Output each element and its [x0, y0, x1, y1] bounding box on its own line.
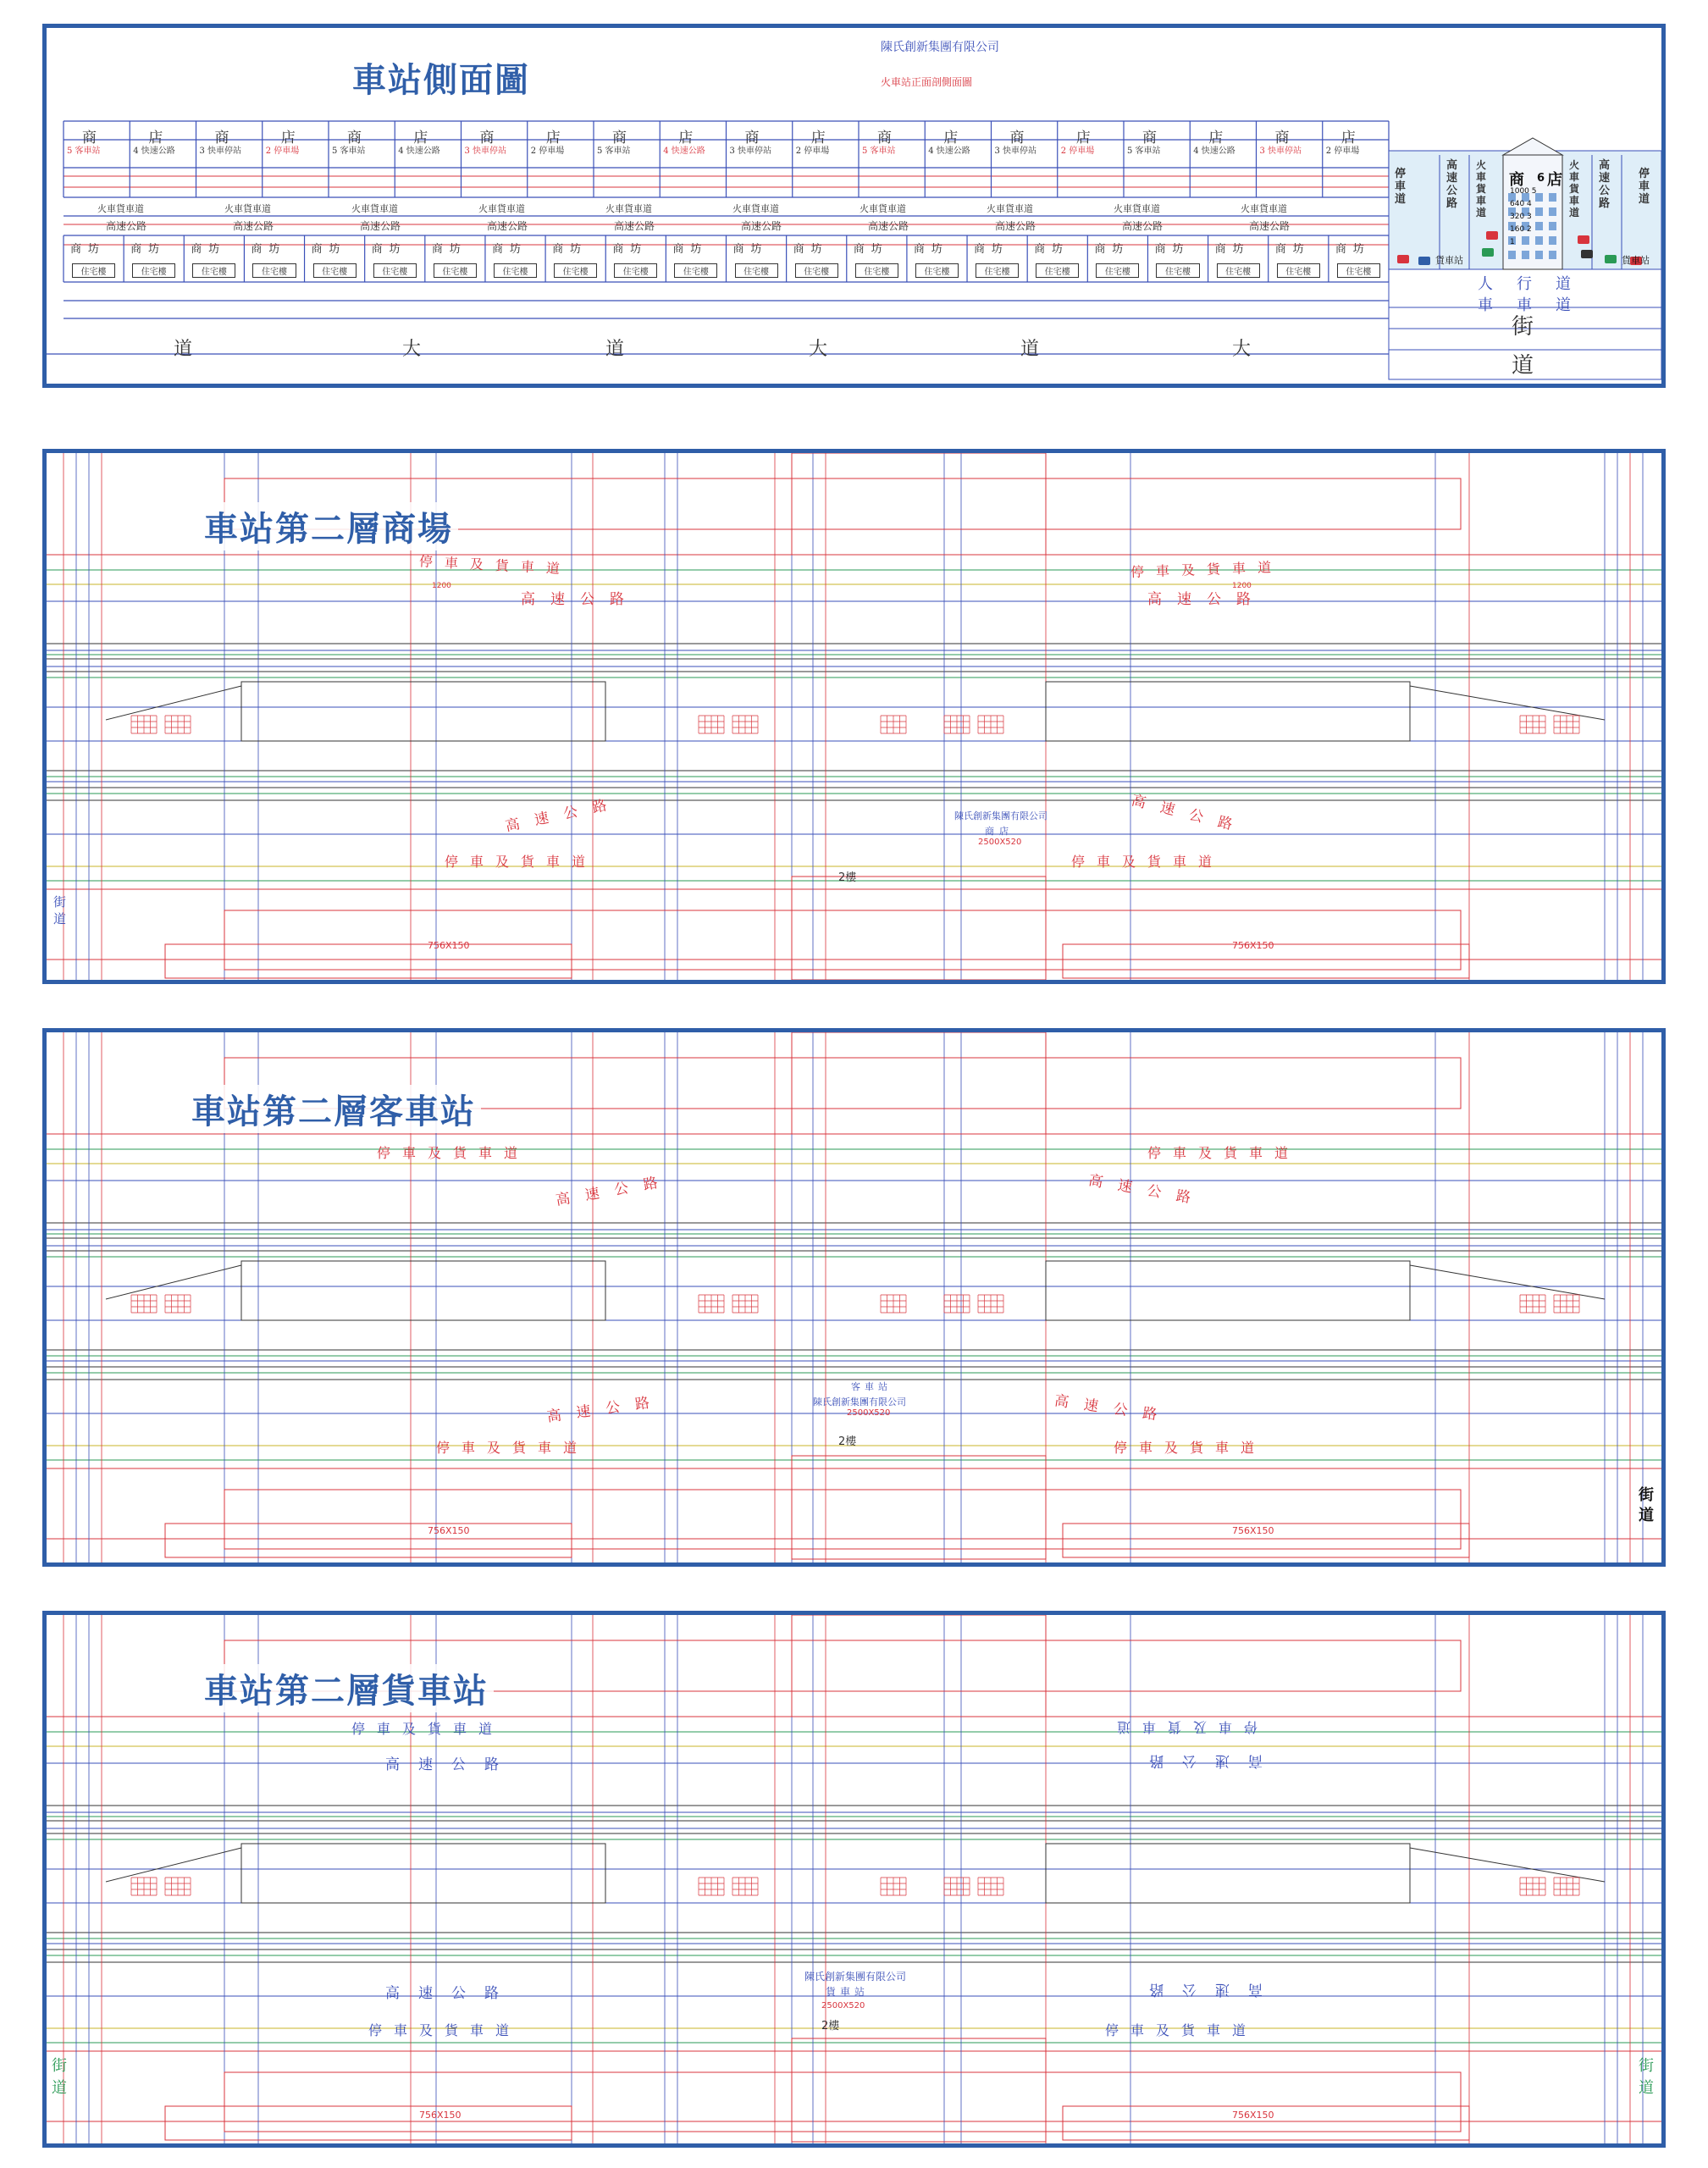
mall-dim-1200-right: 1200	[1232, 582, 1252, 590]
side-lower-shop-cell: 商坊	[1274, 243, 1311, 256]
side-upper-row-text: 3 快車停站	[729, 147, 772, 156]
right-walkway: 人行道	[1478, 275, 1595, 293]
right-floor-row: 160 2	[1510, 225, 1532, 234]
right-rail-left: 火車貨車道	[1476, 159, 1487, 218]
side-rail-label: 火車貨車道	[351, 203, 398, 214]
side-lower-shop-cell: 商坊	[552, 243, 589, 256]
side-residential-box: 住宅樓	[494, 263, 537, 278]
mall-highway-bottom-right: 高速公路	[1130, 792, 1249, 838]
side-residential-box: 住宅樓	[855, 263, 898, 278]
right-parking-left: 停車道	[1395, 168, 1407, 206]
side-rail-label: 火車貨車道	[987, 203, 1033, 214]
side-residential-box: 住宅樓	[1036, 263, 1079, 278]
side-upper-row-text: 2 停車場	[530, 147, 565, 156]
bus-street-right: 街道	[1639, 1486, 1654, 1524]
freight-center-company: 陳氏創新集團有限公司	[804, 1971, 907, 1983]
side-lower-shop-cell: 商坊	[1214, 243, 1251, 256]
right-goods-right: 貨車站	[1622, 255, 1650, 266]
mall-highway-bottom: 高速公路	[503, 794, 624, 836]
side-rail-label: 火車貨車道	[605, 203, 652, 214]
freight-parking-bottom-right: 停車及貨車道	[1105, 2022, 1258, 2038]
right-street-b: 道	[1512, 353, 1534, 379]
side-lower-shop-cell: 商坊	[491, 243, 528, 256]
right-highway-right: 高速公路	[1599, 159, 1611, 210]
side-lower-shop-cell: 商坊	[371, 243, 407, 256]
side-lower-shop-cell: 商坊	[672, 243, 709, 256]
side-upper-row-text: 4 快速公路	[928, 147, 970, 156]
side-highway-label: 高速公路	[741, 220, 782, 232]
side-residential-box: 住宅樓	[1096, 263, 1139, 278]
side-upper-row-text: 2 停車場	[265, 147, 300, 156]
side-upper-row-text: 5 客車站	[862, 147, 896, 156]
freight-street-right: 街道	[1639, 2057, 1654, 2097]
bus-station-title: 車站第二層客車站	[186, 1085, 481, 1133]
bus-center-company: 陳氏創新集團有限公司	[813, 1396, 906, 1408]
mall-street-char-2: 道	[53, 911, 67, 926]
side-upper-row-text: 5 客車站	[67, 147, 101, 156]
side-company-name: 陳氏創新集團有限公司	[881, 41, 999, 54]
mall-street-char-1: 街	[53, 894, 67, 910]
side-upper-shop-cell: 商	[744, 130, 760, 147]
freight-center-dim: 2500X520	[821, 2001, 865, 2010]
right-goods-left: 貨車站	[1435, 255, 1463, 266]
side-upper-shop-cell: 店	[943, 130, 959, 147]
mall-parking-top-left: 停車及貨車道	[418, 553, 572, 578]
side-upper-shop-cell: 店	[1340, 130, 1356, 147]
right-highway-left: 高速公路	[1446, 159, 1458, 210]
freight-highway-top-right: 高速公路	[1130, 1752, 1263, 1769]
side-residential-box: 住宅樓	[614, 263, 657, 278]
right-shop-num: 6	[1537, 172, 1545, 185]
side-residential-box: 住宅樓	[373, 263, 417, 278]
side-upper-row-text: 5 客車站	[332, 147, 366, 156]
side-road-char-3: 道	[605, 339, 625, 360]
side-road-char-6: 大	[1232, 339, 1252, 360]
side-residential-box: 住宅樓	[132, 263, 175, 278]
bus-highway-top-right: 高速公路	[1086, 1171, 1208, 1209]
freight-highway-top: 高速公路	[385, 1756, 517, 1773]
freight-center-label: 貨車站	[826, 1986, 870, 1998]
mall-center-dim: 2500X520	[978, 838, 1022, 847]
side-upper-shop-cell: 店	[545, 130, 561, 147]
side-upper-row-text: 4 快速公路	[398, 147, 440, 156]
side-upper-row-text: 4 快速公路	[133, 147, 175, 156]
side-lower-shop-cell: 商坊	[1154, 243, 1191, 256]
side-residential-box: 住宅樓	[72, 263, 115, 278]
side-highway-label: 高速公路	[360, 220, 401, 232]
side-residential-box: 住宅樓	[1217, 263, 1260, 278]
side-upper-shop-cell: 店	[280, 130, 296, 147]
bus-center-dim: 2500X520	[847, 1408, 891, 1418]
side-upper-shop-cell: 店	[810, 130, 826, 147]
mall-center-label: 商店	[985, 826, 1014, 837]
side-upper-shop-cell: 商	[347, 130, 362, 147]
side-residential-box: 住宅樓	[434, 263, 477, 278]
side-upper-row-text: 5 客車站	[597, 147, 631, 156]
side-rail-label: 火車貨車道	[478, 203, 525, 214]
side-upper-shop-cell: 商	[1274, 130, 1290, 147]
side-upper-row-text: 4 快速公路	[663, 147, 705, 156]
side-lower-shop-cell: 商坊	[1094, 243, 1130, 256]
side-lower-shop-cell: 商坊	[70, 243, 107, 256]
mall-street-left	[53, 893, 69, 927]
freight-street-left: 街道	[52, 2057, 67, 2097]
mall-highway-top-right: 高速公路	[1147, 591, 1266, 608]
side-subtitle: 火車站正面剖側面圖	[881, 76, 973, 88]
side-upper-shop-cell: 商	[612, 130, 627, 147]
side-lower-shop-cell: 商坊	[431, 243, 467, 256]
freight-highway-bottom: 高速公路	[385, 1985, 517, 2002]
freight-parking-top-right: 停車及貨車道	[1105, 1719, 1258, 1735]
side-upper-row-text: 2 停車場	[1325, 147, 1360, 156]
bus-bottom-dim-left: 756X150	[428, 1525, 470, 1536]
side-highway-label: 高速公路	[233, 220, 274, 232]
side-lower-shop-cell: 商坊	[913, 243, 949, 256]
bus-parking-top-left: 停車及貨車道	[377, 1145, 530, 1161]
bus-highway-bottom-right: 高速公路	[1053, 1392, 1174, 1426]
side-highway-label: 高速公路	[868, 220, 909, 232]
side-residential-box: 住宅樓	[976, 263, 1019, 278]
side-lower-shop-cell: 商坊	[1034, 243, 1070, 256]
freight-highway-bottom-right: 高速公路	[1130, 1981, 1263, 1998]
side-lower-shop-cell: 商坊	[732, 243, 769, 256]
freight-bottom-dim-left: 756X150	[419, 2110, 462, 2121]
side-highway-label: 高速公路	[106, 220, 147, 232]
side-lower-shop-cell: 商坊	[793, 243, 829, 256]
side-lower-shop-cell: 商坊	[853, 243, 889, 256]
mall-dim-1200-left: 1200	[432, 582, 451, 590]
side-highway-label: 高速公路	[1122, 220, 1164, 232]
side-lower-shop-cell: 商坊	[251, 243, 287, 256]
side-residential-box: 住宅樓	[795, 263, 838, 278]
side-residential-box: 住宅樓	[252, 263, 296, 278]
right-floor-row: 1000 5	[1510, 187, 1537, 196]
mall-floor-title: 車站第二層商場	[199, 502, 458, 550]
side-upper-shop-cell: 商	[1142, 130, 1157, 147]
side-residential-box: 住宅樓	[1277, 263, 1320, 278]
mall-floor-mark: 2樓	[838, 871, 857, 884]
side-residential-box: 住宅樓	[1156, 263, 1199, 278]
side-upper-shop-cell: 店	[413, 130, 428, 147]
side-residential-box: 住宅樓	[192, 263, 235, 278]
side-upper-shop-cell: 店	[678, 130, 694, 147]
bus-highway-top: 高速公路	[554, 1171, 675, 1209]
side-upper-shop-cell: 商	[214, 130, 229, 147]
side-view-title: 車站側面圖	[347, 53, 535, 102]
side-lower-shop-cell: 商坊	[974, 243, 1010, 256]
side-residential-box: 住宅樓	[313, 263, 357, 278]
freight-station-title: 車站第二層貨車站	[199, 1664, 494, 1712]
mall-floor-panel	[42, 449, 1666, 984]
side-rail-label: 火車貨車道	[97, 203, 144, 214]
freight-floor-mark: 2樓	[821, 2020, 840, 2032]
side-upper-row-text: 2 停車場	[1060, 147, 1095, 156]
side-highway-label: 高速公路	[1249, 220, 1291, 232]
right-street-a: 街	[1512, 314, 1534, 340]
mall-parking-bottom-right: 停車及貨車道	[1071, 854, 1224, 870]
side-upper-shop-cell: 店	[1208, 130, 1224, 147]
right-shop-b: 店	[1547, 171, 1562, 189]
right-floor-row: 640 4	[1510, 200, 1532, 208]
right-rail-right: 火車貨車道	[1569, 159, 1580, 218]
right-floor-row: 320 3	[1510, 213, 1532, 221]
freight-parking-top-left: 停車及貨車道	[351, 1721, 505, 1737]
freight-bottom-dim-right: 756X150	[1232, 2110, 1274, 2121]
freight-parking-bottom-left: 停車及貨車道	[368, 2022, 522, 2038]
side-lower-shop-cell: 商坊	[191, 243, 227, 256]
mall-center-company: 陳氏創新集團有限公司	[954, 810, 1047, 821]
side-upper-row-text: 3 快車停站	[1259, 147, 1302, 156]
bus-parking-bottom-right: 停車及貨車道	[1114, 1440, 1267, 1456]
side-rail-label: 火車貨車道	[1241, 203, 1287, 214]
side-upper-row-text: 3 快車停站	[994, 147, 1037, 156]
bus-station-panel	[42, 1028, 1666, 1567]
right-parking-right: 停車道	[1639, 168, 1650, 206]
bus-parking-bottom-left: 停車及貨車道	[436, 1440, 589, 1456]
side-upper-row-text: 2 停車場	[795, 147, 830, 156]
side-upper-shop-cell: 商	[82, 130, 97, 147]
right-carway: 車車道	[1478, 296, 1595, 314]
side-rail-label: 火車貨車道	[860, 203, 906, 214]
side-residential-box: 住宅樓	[1337, 263, 1380, 278]
side-upper-row-text: 3 快車停站	[464, 147, 507, 156]
side-upper-shop-cell: 商	[877, 130, 892, 147]
side-road-char-1: 道	[174, 339, 193, 360]
side-highway-label: 高速公路	[995, 220, 1036, 232]
bus-floor-mark: 2樓	[838, 1435, 857, 1448]
side-lower-shop-cell: 商坊	[311, 243, 347, 256]
side-road-char-2: 大	[402, 339, 422, 360]
side-upper-row-text: 3 快車停站	[199, 147, 242, 156]
side-highway-label: 高速公路	[487, 220, 528, 232]
side-highway-label: 高速公路	[614, 220, 655, 232]
side-upper-row-text: 4 快速公路	[1193, 147, 1235, 156]
side-lower-shop-cell: 商坊	[1335, 243, 1371, 256]
side-view-drawing	[47, 28, 1661, 384]
side-road-char-5: 道	[1020, 339, 1040, 360]
side-view-panel	[42, 24, 1666, 388]
mall-bottom-dim-right: 756X150	[1232, 940, 1274, 951]
side-upper-shop-cell: 商	[1009, 130, 1025, 147]
bus-highway-bottom: 高速公路	[545, 1392, 666, 1426]
side-road-char-4: 大	[809, 339, 828, 360]
side-residential-box: 住宅樓	[674, 263, 717, 278]
side-upper-shop-cell: 店	[1075, 130, 1091, 147]
side-residential-box: 住宅樓	[554, 263, 597, 278]
side-upper-shop-cell: 商	[479, 130, 495, 147]
side-rail-label: 火車貨車道	[732, 203, 779, 214]
side-lower-shop-cell: 商坊	[130, 243, 167, 256]
side-rail-label: 火車貨車道	[1114, 203, 1160, 214]
mall-bottom-dim-left: 756X150	[428, 940, 470, 951]
right-shop-a: 商	[1509, 171, 1524, 189]
side-residential-box: 住宅樓	[915, 263, 959, 278]
bus-center-label: 客車站	[851, 1381, 892, 1392]
right-floor-row: 1	[1510, 238, 1515, 246]
bus-bottom-dim-right: 756X150	[1232, 1525, 1274, 1536]
side-upper-row-text: 5 客車站	[1127, 147, 1161, 156]
side-lower-shop-cell: 商坊	[612, 243, 649, 256]
mall-highway-top: 高速公路	[521, 591, 639, 608]
side-rail-label: 火車貨車道	[224, 203, 271, 214]
side-residential-box: 住宅樓	[735, 263, 778, 278]
side-upper-shop-cell: 店	[148, 130, 163, 147]
mall-parking-top-right: 停車及貨車道	[1130, 558, 1284, 581]
bus-parking-top-right: 停車及貨車道	[1147, 1145, 1301, 1161]
mall-parking-bottom-left: 停車及貨車道	[445, 854, 598, 870]
freight-station-panel	[42, 1611, 1666, 2148]
